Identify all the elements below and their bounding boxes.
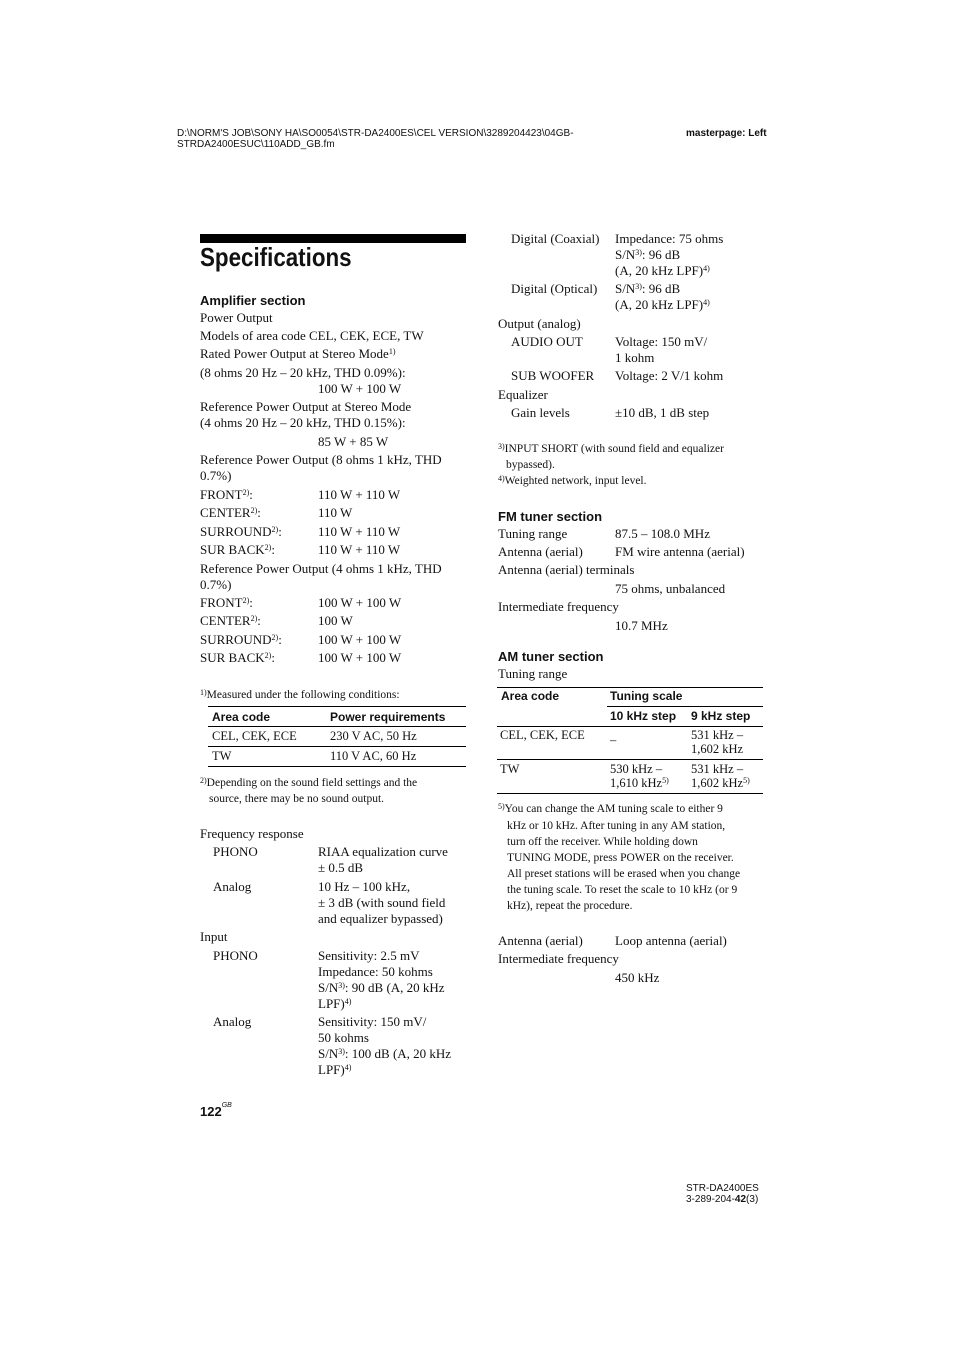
audio-out-line: Voltage: 150 mV/ (615, 334, 708, 349)
rated-power-value: 100 W + 100 W (318, 381, 402, 396)
digital-optical-label: Digital (Optical) (511, 281, 598, 296)
analog-input-line: $S/N^{3)}$: 100 dB (A, 20 kHz (318, 1046, 452, 1061)
rated-power-condition: (8 ohms 20 Hz – 20 kHz, THD 0.09%): (200, 365, 406, 380)
footnote-3: $^{3)}$INPUT SHORT (with sound field and equalizer (498, 442, 724, 455)
ref4-row-value: 100 W + 100 W (318, 632, 402, 647)
footnote-2: $^{2)}$Depending on the sound field settings and the (200, 776, 418, 789)
ref8-row-value: 110 W (318, 505, 353, 520)
phono-input-line: Impedance: 50 kohms (318, 964, 433, 979)
fm-row-label: Antenna (aerial) (498, 544, 583, 559)
am-table-header-9khz: 9 kHz step (691, 709, 751, 723)
table-cell: – (610, 733, 617, 747)
am-table-header-10khz: 10 kHz step (610, 709, 677, 723)
analog-input-line: 50 kohms (318, 1030, 369, 1045)
optical-line: $S/N^{3)}$: 96 dB (615, 281, 681, 296)
ref4-row-label: SURROUND$^{2)}$: (200, 632, 282, 647)
models-label: Models of area code CEL, CEK, ECE, TW (200, 328, 424, 343)
footnote-5-line: All preset stations will be erased when you change (507, 868, 741, 880)
file-path (177, 128, 574, 150)
phono-input-label: PHONO (213, 948, 258, 963)
analog-input-line: Sensitivity: 150 mV/ (318, 1014, 427, 1029)
am-table-row-rule (497, 759, 763, 760)
fm-row-value: FM wire antenna (aerial) (615, 544, 745, 559)
am-if-value: 450 kHz (615, 970, 660, 985)
am-if-label: Intermediate frequency (498, 951, 619, 966)
ref8-label-line-2: 0.7%) (200, 468, 232, 483)
power-table-header-power: Power requirements (330, 710, 446, 724)
ref4-row-value: 100 W + 100 W (318, 650, 402, 665)
analog-freq-line: and equalizer bypassed) (318, 911, 443, 926)
analog-freq-line: ± 3 dB (with sound field (318, 895, 446, 910)
fm-row-value: 87.5 – 108.0 MHz (615, 526, 710, 541)
input-label: Input (200, 929, 228, 944)
footnote-3-cont: bypassed). (506, 459, 555, 471)
am-table-bottom-rule (497, 793, 763, 794)
fm-if-label: Intermediate frequency (498, 599, 619, 614)
ref8-label-line-1: Reference Power Output (8 ohms 1 kHz, THD (200, 452, 442, 467)
footnote-1: $^{1)}$Measured under the following conditions: (200, 688, 400, 701)
ref4-row-label: FRONT$^{2)}$: (200, 595, 253, 610)
table-cell: 110 V AC, 60 Hz (330, 749, 417, 763)
table-cell: TW (212, 749, 232, 763)
ref-stereo-label: Reference Power Output at Stereo Mode (200, 399, 412, 414)
analog-input-line: LPF)$^{4)}$ (318, 1062, 352, 1077)
ref8-row-label: SUR BACK$^{2)}$: (200, 542, 275, 557)
power-output-label: Power Output (200, 310, 273, 325)
ref8-row-value: 110 W + 110 W (318, 487, 401, 502)
ref-stereo-value: 85 W + 85 W (318, 434, 389, 449)
fm-tuner-heading: FM tuner section (498, 509, 603, 524)
gain-levels-value: ±10 dB, 1 dB step (615, 405, 710, 420)
analog-input-label: Analog (213, 1014, 252, 1029)
ref4-row-value: 100 W (318, 613, 353, 628)
footnote-4: $^{4)}$Weighted network, input level. (498, 474, 647, 487)
analog-label: Analog (213, 879, 252, 894)
equalizer-label: Equalizer (498, 387, 548, 402)
power-table-bottom-rule (208, 766, 466, 767)
am-antenna-value: Loop antenna (aerial) (615, 933, 727, 948)
footnote-2-cont: source, there may be no sound output. (209, 793, 385, 805)
table-cell: 1,610 kHz$^{5)}$ (610, 776, 669, 790)
table-cell: 531 kHz – (691, 728, 744, 742)
power-table-top-rule (208, 706, 466, 707)
ref4-row-value: 100 W + 100 W (318, 595, 402, 610)
table-cell: CEL, CEK, ECE (212, 729, 297, 743)
frequency-response-label: Frequency response (200, 826, 304, 841)
footer-model: STR-DA2400ES (686, 1183, 759, 1194)
gain-levels-label: Gain levels (511, 405, 570, 420)
table-cell: 530 kHz – (610, 762, 663, 776)
footnote-5-line: TUNING MODE, press POWER on the receiver. (507, 852, 734, 864)
am-table-top-rule (497, 687, 763, 688)
output-analog-label: Output (analog) (498, 316, 581, 331)
am-tuning-range-label: Tuning range (498, 666, 568, 681)
page-title: Specifications (200, 242, 352, 272)
audio-out-line: 1 kohm (615, 350, 655, 365)
phono-input-line: $S/N^{3)}$: 90 dB (A, 20 kHz (318, 980, 445, 995)
audio-out-label: AUDIO OUT (511, 334, 583, 349)
ref8-row-label: CENTER$^{2)}$: (200, 505, 261, 520)
phono-label: PHONO (213, 844, 258, 859)
rated-power-label: Rated Power Output at Stereo Mode$^{1)}$ (200, 346, 396, 361)
table-cell: TW (500, 762, 520, 776)
ref8-row-value: 110 W + 110 W (318, 542, 401, 557)
digital-coaxial-label: Digital (Coaxial) (511, 231, 600, 246)
amplifier-section-heading: Amplifier section (200, 293, 306, 308)
phono-freq-line: ± 0.5 dB (318, 860, 364, 875)
phono-freq-line: RIAA equalization curve (318, 844, 448, 859)
sub-woofer-value: Voltage: 2 V/1 kohm (615, 368, 724, 383)
phono-input-line: LPF)$^{4)}$ (318, 996, 352, 1011)
ref4-label-line-2: 0.7%) (200, 577, 232, 592)
file-path-line-2: STRDA2400ESUC\110ADD_GB.fm (177, 139, 335, 150)
file-path-line-1: D:\NORM'S JOB\SONY HA\SO0054\STR-DA2400ES\CEL VERSION\3289204423\04GB- (177, 128, 574, 139)
fm-terminals-value: 75 ohms, unbalanced (615, 581, 726, 596)
am-table-sub-rule (607, 706, 763, 707)
power-table-header-area: Area code (212, 710, 271, 724)
am-antenna-label: Antenna (aerial) (498, 933, 583, 948)
sub-woofer-label: SUB WOOFER (511, 368, 595, 383)
footnote-5-line: kHz or 10 kHz. After tuning in any AM station, (507, 820, 726, 832)
phono-input-line: Sensitivity: 2.5 mV (318, 948, 420, 963)
optical-line: (A, 20 kHz LPF)$^{4)}$ (615, 297, 710, 312)
coax-line: Impedance: 75 ohms (615, 231, 724, 246)
ref8-row-value: 110 W + 110 W (318, 524, 401, 539)
footnote-5: $^{5)}$You can change the AM tuning scale to either 9 (498, 802, 723, 815)
am-table-header-scale: Tuning scale (610, 689, 683, 703)
analog-freq-line: 10 Hz – 100 kHz, (318, 879, 411, 894)
am-table-header-area: Area code (501, 689, 560, 703)
fm-row-label: Tuning range (498, 526, 568, 541)
fm-if-value: 10.7 MHz (615, 618, 668, 633)
page-number: $122^{GB}$ (200, 1102, 232, 1119)
table-cell: 531 kHz – (691, 762, 744, 776)
table-cell: 1,602 kHz$^{5)}$ (691, 776, 750, 790)
ref4-row-label: SUR BACK$^{2)}$: (200, 650, 275, 665)
table-cell: CEL, CEK, ECE (500, 728, 585, 742)
coax-line: (A, 20 kHz LPF)$^{4)}$ (615, 263, 710, 278)
ref8-row-label: FRONT$^{2)}$: (200, 487, 253, 502)
footnote-5-line: the tuning scale. To reset the scale to 10 kHz (or 9 (507, 884, 738, 896)
footer-code: 3-289-204-42(3) (686, 1194, 759, 1205)
masterpage-label: masterpage: Left (686, 128, 767, 139)
ref4-row-label: CENTER$^{2)}$: (200, 613, 261, 628)
ref4-label-line-1: Reference Power Output (4 ohms 1 kHz, THD (200, 561, 442, 576)
table-cell: 1,602 kHz (691, 742, 744, 756)
am-tuner-heading: AM tuner section (498, 649, 604, 664)
footnote-5-line: kHz), repeat the procedure. (507, 900, 633, 912)
power-table-header-rule (208, 726, 466, 727)
footnote-5-line: turn off the receiver. While holding down (507, 836, 698, 848)
fm-terminals-label: Antenna (aerial) terminals (498, 562, 635, 577)
table-cell: 230 V AC, 50 Hz (330, 729, 417, 743)
coax-line: $S/N^{3)}$: 96 dB (615, 247, 681, 262)
ref8-row-label: SURROUND$^{2)}$: (200, 524, 282, 539)
power-table-row-rule (208, 746, 466, 747)
ref-stereo-condition: (4 ohms 20 Hz – 20 kHz, THD 0.15%): (200, 415, 406, 430)
